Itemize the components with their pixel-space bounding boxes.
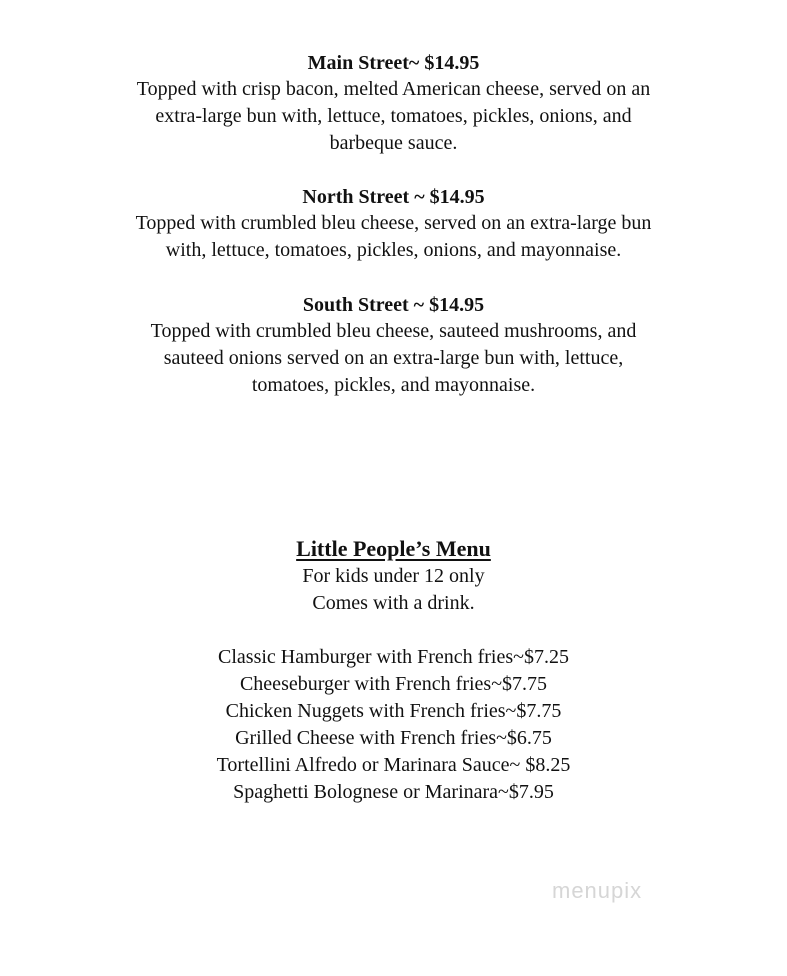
kids-menu-item: Tortellini Alfredo or Marinara Sauce~ $8.25: [216, 754, 571, 776]
burger-desc-line: sauteed onions served on an extra-large bun with, lettuce,: [163, 347, 624, 369]
burger-desc-line: barbeque sauce.: [329, 132, 458, 154]
burger-desc-line: tomatoes, pickles, and mayonnaise.: [251, 374, 536, 396]
burger-north-street: [60, 184, 727, 264]
kids-menu-items: [60, 644, 727, 806]
kids-menu-item: Classic Hamburger with French fries~$7.25: [218, 646, 569, 668]
burger-desc-line: Topped with crisp bacon, melted American cheese, served on an: [136, 78, 651, 100]
kids-menu: [60, 535, 727, 806]
burger-desc-line: Topped with crumbled bleu cheese, served on an extra-large bun: [135, 212, 652, 234]
burger-south-street: [60, 292, 727, 399]
kids-menu-heading: Little People’s Menu: [296, 536, 491, 561]
kids-menu-item: Chicken Nuggets with French fries~$7.75: [225, 700, 562, 722]
kids-menu-item: Cheeseburger with French fries~$7.75: [239, 673, 548, 695]
kids-menu-item: Grilled Cheese with French fries~$6.75: [235, 727, 552, 749]
kids-menu-note-drink: Comes with a drink.: [312, 592, 475, 614]
burger-desc-line: with, lettuce, tomatoes, pickles, onions, and mayonnaise.: [165, 239, 622, 261]
kids-menu-item: Spaghetti Bolognese or Marinara~$7.95: [233, 781, 554, 803]
burger-title: South Street ~ $14.95: [302, 294, 485, 316]
burger-main-street: [60, 50, 727, 157]
burger-desc-line: extra-large bun with, lettuce, tomatoes, pickles, onions, and: [155, 105, 632, 127]
kids-menu-note-age: For kids under 12 only: [302, 565, 485, 587]
burger-desc-line: Topped with crumbled bleu cheese, sauteed mushrooms, and: [150, 320, 637, 342]
burger-title: Main Street~ $14.95: [307, 52, 480, 74]
menupix-watermark: menupix: [552, 878, 643, 903]
burger-title: North Street ~ $14.95: [302, 186, 485, 208]
